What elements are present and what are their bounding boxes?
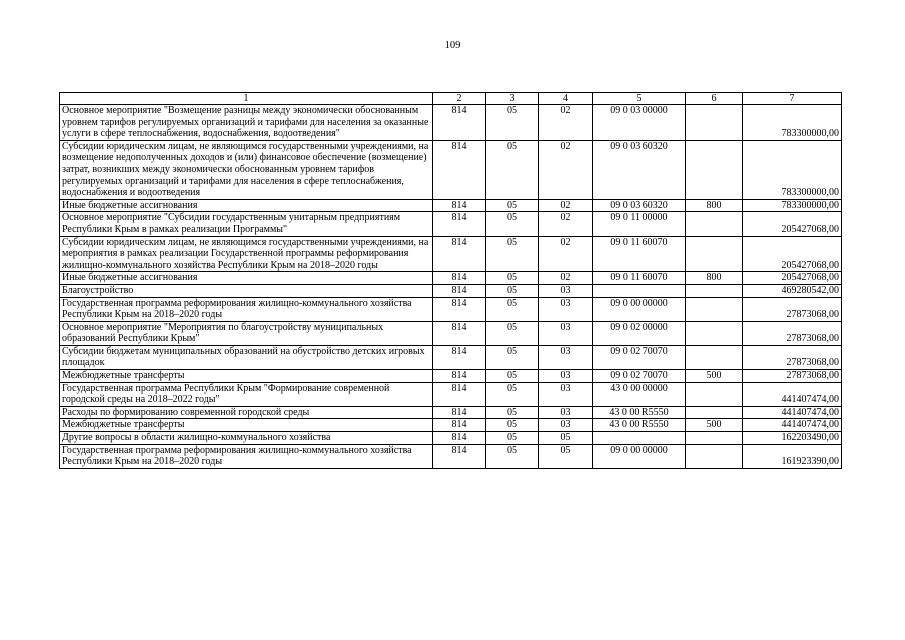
amount-cell: 783300000,00 bbox=[743, 140, 842, 199]
amount-cell: 205427068,00 bbox=[743, 236, 842, 272]
ministry-code-cell: 814 bbox=[433, 297, 486, 321]
subsection-code-cell: 03 bbox=[539, 284, 593, 297]
budget-table bbox=[59, 92, 842, 469]
ministry-code-cell: 814 bbox=[433, 272, 486, 285]
table-row bbox=[60, 297, 842, 321]
expense-type-cell bbox=[686, 406, 743, 419]
expense-type-cell bbox=[686, 432, 743, 445]
ministry-code-cell: 814 bbox=[433, 382, 486, 406]
target-article-cell: 09 0 03 00000 bbox=[593, 105, 686, 141]
expense-type-cell bbox=[686, 212, 743, 236]
subsection-code-cell: 02 bbox=[539, 212, 593, 236]
expense-type-cell: 800 bbox=[686, 272, 743, 285]
expense-type-cell: 800 bbox=[686, 199, 743, 212]
item-name-cell: Благоустройство bbox=[60, 284, 433, 297]
section-code-cell: 05 bbox=[486, 297, 539, 321]
header-cell: 2 bbox=[433, 93, 486, 105]
ministry-code-cell: 814 bbox=[433, 419, 486, 432]
section-code-cell: 05 bbox=[486, 345, 539, 369]
expense-type-cell bbox=[686, 297, 743, 321]
expense-type-cell: 500 bbox=[686, 419, 743, 432]
target-article-cell: 09 0 03 60320 bbox=[593, 199, 686, 212]
subsection-code-cell: 03 bbox=[539, 419, 593, 432]
section-code-cell: 05 bbox=[486, 419, 539, 432]
ministry-code-cell: 814 bbox=[433, 212, 486, 236]
item-name-cell: Основное мероприятие "Мероприятия по благоустройству муниципальных образований Республики Крым" bbox=[60, 321, 433, 345]
target-article-cell bbox=[593, 432, 686, 445]
ministry-code-cell: 814 bbox=[433, 140, 486, 199]
item-name-cell: Основное мероприятие "Субсидии государственным унитарным предприятиям Республики Крым в рамках реализации Программы" bbox=[60, 212, 433, 236]
ministry-code-cell: 814 bbox=[433, 370, 486, 383]
amount-cell: 27873068,00 bbox=[743, 321, 842, 345]
item-name-cell: Межбюджетные трансферты bbox=[60, 370, 433, 383]
section-code-cell: 05 bbox=[486, 321, 539, 345]
header-cell: 3 bbox=[486, 93, 539, 105]
subsection-code-cell: 02 bbox=[539, 236, 593, 272]
section-code-cell: 05 bbox=[486, 284, 539, 297]
amount-cell: 27873068,00 bbox=[743, 297, 842, 321]
expense-type-cell: 500 bbox=[686, 370, 743, 383]
expense-type-cell bbox=[686, 105, 743, 141]
item-name-cell: Другие вопросы в области жилищно-коммунального хозяйства bbox=[60, 432, 433, 445]
item-name-cell: Расходы по формированию современной городской среды bbox=[60, 406, 433, 419]
amount-cell: 469280542,00 bbox=[743, 284, 842, 297]
subsection-code-cell: 02 bbox=[539, 199, 593, 212]
ministry-code-cell: 814 bbox=[433, 284, 486, 297]
subsection-code-cell: 03 bbox=[539, 382, 593, 406]
ministry-code-cell: 814 bbox=[433, 199, 486, 212]
amount-cell: 205427068,00 bbox=[743, 272, 842, 285]
amount-cell: 162203490,00 bbox=[743, 432, 842, 445]
expense-type-cell bbox=[686, 236, 743, 272]
table-row bbox=[60, 370, 842, 383]
expense-type-cell bbox=[686, 345, 743, 369]
target-article-cell: 09 0 11 60070 bbox=[593, 272, 686, 285]
subsection-code-cell: 03 bbox=[539, 345, 593, 369]
item-name-cell: Субсидии юридическим лицам, не являющимся государственными учреждениями, на возмещение недополученных доходов и (или) финансовое обеспечение (возмещение) затрат, возникших между экономически обоснованным уровнем тарифов регулируемых организаций и тарифами для населения в сфере теплоснабжения, водоснабжения и водоотведения bbox=[60, 140, 433, 199]
table-row bbox=[60, 432, 842, 445]
table-row bbox=[60, 272, 842, 285]
section-code-cell: 05 bbox=[486, 432, 539, 445]
subsection-code-cell: 03 bbox=[539, 406, 593, 419]
target-article-cell: 09 0 00 00000 bbox=[593, 444, 686, 468]
page-number: 109 bbox=[444, 40, 461, 51]
ministry-code-cell: 814 bbox=[433, 444, 486, 468]
amount-cell: 441407474,00 bbox=[743, 406, 842, 419]
table-row bbox=[60, 140, 842, 199]
subsection-code-cell: 03 bbox=[539, 370, 593, 383]
ministry-code-cell: 814 bbox=[433, 406, 486, 419]
section-code-cell: 05 bbox=[486, 212, 539, 236]
amount-cell: 161923390,00 bbox=[743, 444, 842, 468]
table-row bbox=[60, 199, 842, 212]
expense-type-cell bbox=[686, 284, 743, 297]
expense-type-cell bbox=[686, 382, 743, 406]
expense-type-cell bbox=[686, 444, 743, 468]
subsection-code-cell: 03 bbox=[539, 321, 593, 345]
item-name-cell: Субсидии юридическим лицам, не являющимся государственными учреждениями, на мероприятия в рамках реализации Государственной программы реформирования жилищно-коммунального хозяйства Республики Крым на 2018–2020 годы bbox=[60, 236, 433, 272]
amount-cell: 783300000,00 bbox=[743, 105, 842, 141]
item-name-cell: Государственная программа реформирования жилищно-коммунального хозяйства Республики Крым на 2018–2020 годы bbox=[60, 297, 433, 321]
target-article-cell: 43 0 00 R5550 bbox=[593, 406, 686, 419]
item-name-cell: Межбюджетные трансферты bbox=[60, 419, 433, 432]
item-name-cell: Субсидии бюджетам муниципальных образований на обустройство детских игровых площадок bbox=[60, 345, 433, 369]
amount-cell: 27873068,00 bbox=[743, 370, 842, 383]
section-code-cell: 05 bbox=[486, 382, 539, 406]
target-article-cell: 09 0 02 70070 bbox=[593, 370, 686, 383]
ministry-code-cell: 814 bbox=[433, 321, 486, 345]
section-code-cell: 05 bbox=[486, 236, 539, 272]
table-row bbox=[60, 345, 842, 369]
ministry-code-cell: 814 bbox=[433, 345, 486, 369]
expense-type-cell bbox=[686, 321, 743, 345]
section-code-cell: 05 bbox=[486, 140, 539, 199]
header-cell: 6 bbox=[686, 93, 743, 105]
table-row bbox=[60, 444, 842, 468]
target-article-cell: 09 0 11 00000 bbox=[593, 212, 686, 236]
target-article-cell: 09 0 03 60320 bbox=[593, 140, 686, 199]
header-cell: 4 bbox=[539, 93, 593, 105]
target-article-cell: 09 0 02 70070 bbox=[593, 345, 686, 369]
table-row bbox=[60, 321, 842, 345]
item-name-cell: Государственная программа реформирования жилищно-коммунального хозяйства Республики Крым на 2018–2020 годы bbox=[60, 444, 433, 468]
section-code-cell: 05 bbox=[486, 272, 539, 285]
target-article-cell: 43 0 00 00000 bbox=[593, 382, 686, 406]
item-name-cell: Иные бюджетные ассигнования bbox=[60, 199, 433, 212]
item-name-cell: Основное мероприятие "Возмещение разницы между экономически обоснованным уровнем тарифов регулируемых организаций и тарифами для населения за оказанные услуги в сфере теплоснабжения, водоснабжения, водоотведения" bbox=[60, 105, 433, 141]
section-code-cell: 05 bbox=[486, 199, 539, 212]
target-article-cell: 09 0 02 00000 bbox=[593, 321, 686, 345]
ministry-code-cell: 814 bbox=[433, 236, 486, 272]
table-row bbox=[60, 406, 842, 419]
table-row bbox=[60, 105, 842, 141]
amount-cell: 783300000,00 bbox=[743, 199, 842, 212]
ministry-code-cell: 814 bbox=[433, 105, 486, 141]
table-header-row bbox=[60, 93, 842, 105]
amount-cell: 205427068,00 bbox=[743, 212, 842, 236]
ministry-code-cell: 814 bbox=[433, 432, 486, 445]
subsection-code-cell: 02 bbox=[539, 140, 593, 199]
table-row bbox=[60, 284, 842, 297]
item-name-cell: Иные бюджетные ассигнования bbox=[60, 272, 433, 285]
header-cell: 5 bbox=[593, 93, 686, 105]
target-article-cell: 43 0 00 R5550 bbox=[593, 419, 686, 432]
table-row bbox=[60, 419, 842, 432]
target-article-cell: 09 0 00 00000 bbox=[593, 297, 686, 321]
section-code-cell: 05 bbox=[486, 444, 539, 468]
section-code-cell: 05 bbox=[486, 105, 539, 141]
target-article-cell bbox=[593, 284, 686, 297]
subsection-code-cell: 05 bbox=[539, 444, 593, 468]
section-code-cell: 05 bbox=[486, 370, 539, 383]
table-row bbox=[60, 212, 842, 236]
subsection-code-cell: 05 bbox=[539, 432, 593, 445]
amount-cell: 441407474,00 bbox=[743, 382, 842, 406]
expense-type-cell bbox=[686, 140, 743, 199]
subsection-code-cell: 02 bbox=[539, 105, 593, 141]
amount-cell: 27873068,00 bbox=[743, 345, 842, 369]
header-cell: 1 bbox=[60, 93, 433, 105]
header-cell: 7 bbox=[743, 93, 842, 105]
target-article-cell: 09 0 11 60070 bbox=[593, 236, 686, 272]
subsection-code-cell: 03 bbox=[539, 297, 593, 321]
table-row bbox=[60, 382, 842, 406]
section-code-cell: 05 bbox=[486, 406, 539, 419]
amount-cell: 441407474,00 bbox=[743, 419, 842, 432]
subsection-code-cell: 02 bbox=[539, 272, 593, 285]
table-row bbox=[60, 236, 842, 272]
item-name-cell: Государственная программа Республики Крым "Формирование современной городской среды на 2018–2022 годы" bbox=[60, 382, 433, 406]
